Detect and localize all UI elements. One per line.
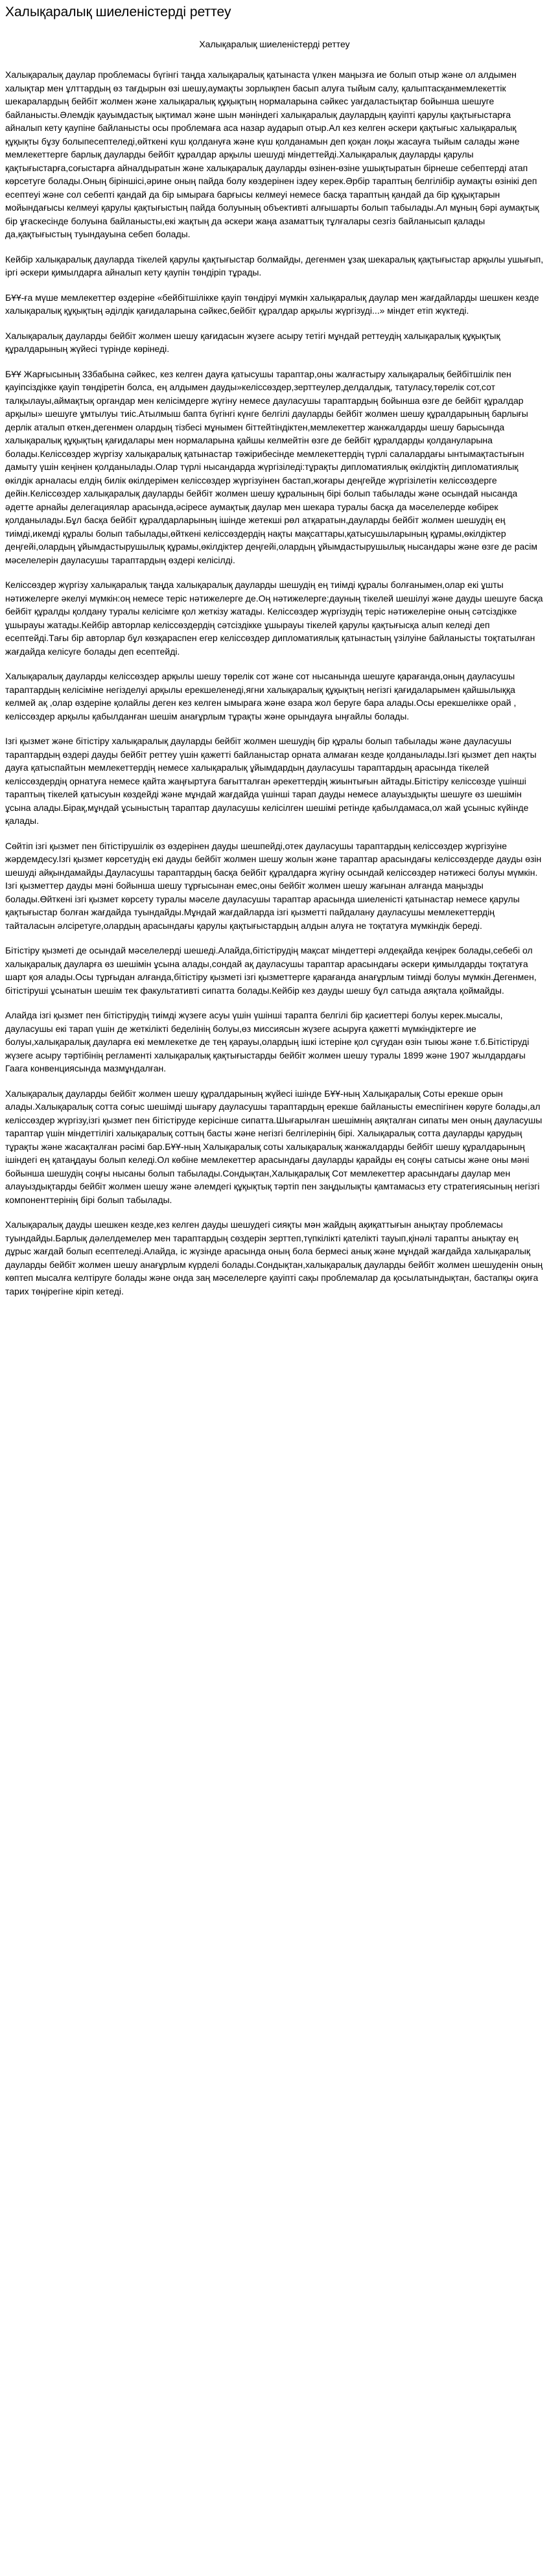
- paragraph-2: Кейбір халықаралық дауларда тікелей қарулы қақтығыстар болмайды, дегенмен ұзақ шекаралық қақтығыстар арқылы ушығып, іргі әскери қимылдарға айналып кету қаупін төндіріп тұрады.: [5, 253, 544, 278]
- document-page: [0, 4, 549, 1315]
- paragraph-6: Келіссөздер жүргізу халықаралық таңда халықаралық дауларды шешудің ең тиімді құралы болғанымен,олар екі ұшты нәтижелерге әкелуі мүмкін:оң немесе теріс нәтижелерге де.Оң нәтижелерге:дауның тікелей шешілуі және дауды шешуге басқа бейбіт құралды қолдану туралы келісімге қол жеткізу жатады. Келіссөздер жүргізудің теріс нәтижелеріне оның сәтсіздікке ұшырауы жатады.Кейбір авторлар келіссөздердің сәтсіздікке ұшырауы тікелей қарулы қақтығысқа алып келеді деп есептейді.Тағы бір авторлар бұл көзқараспен егер келіссөздер дипломатиялық қатынастың үзілуіне байланысты тоқтатылған жағдайда келісуге болады деп есептейді.: [5, 580, 543, 657]
- paragraph-8: Ізгі қызмет және бітістіру халықаралық дауларды бейбіт жолмен шешудің бір құралы болып табылады және дауласушы тараптардың өздері дауды бейбіт реттеу үшін қажетті байланыстар орната алмаған кезде қолданылады.Ізгі қызмет деп нақты дауға қатыспайтын мемлекеттердің немесе халықаралық ұйымдардың дауласушы тараптардың арасында тікелей келіссөздердің орнатуға немесе қайта жаңғыртуға бағытталған әрекеттердің жиынтығын айтады.Бітістіру келіссөзде үшінші тараптың тікелей қатысуын көздейді және мұндай жағдайда үшінші тарап дауды немесе алауыздықты шешуге өз шешімін ұсына алады.Бірақ,мұндай ұсыныстың тараптар дауласушы келісілген шешімі ретінде қабылдамаса,ол жай ұсыныс күйінде қалады.: [5, 736, 537, 826]
- document-subtitle: Халықаралық шиеленістерді реттеу: [199, 39, 350, 50]
- paragraph-4: Халықаралық дауларды бейбіт жолмен шешу қағидасын жүзеге асыру тетігі мұндай реттеудің халықаралық құқықтық құралдарының жүйесі түрінде көрінеді.: [5, 330, 500, 355]
- paragraph-10: Бітістіру қызметі де осындай мәселелерді шешеді.Алайда,бітістірудің мақсат міндеттері әлдеқайда кеңірек болады,себебі ол халықаралық дауларға өз шешімін ұсына алады,сондай ақ дауласушы тараптар арасындағы әскери қимылдарды тоқтатуға шарт қоя алады.Осы тұрғыдан алғанда,бітістіру қызметі ізгі қызметтерге қарағанда анағұрлым тиімді болуы мүмкін.Дегенмен, бітістіруші ұсынатын шешім тек факультативті сипатта болады.Кейбір кез дауды шешу бұл сатыда аяқтала қоймайды.: [5, 945, 537, 996]
- paragraph-11: Алайда ізгі қызмет пен бітістірудің тиімді жүзеге асуы үшін үшінші тарапта белгілі бір қасиеттері болуы керек.мысалы, дауласушы екі тарап үшін де жеткілікті беделінің болуы,өз миссиясын жүзеге асыруға қажетті мүмкіндіктерге ие болуы,халықаралық дауларға екі мемлекетке де тең қарауы,олардың ішкі істеріне қол сұғудан өзін тыюы және т.б.Бітістіруді жүзеге асыру тәртібінің регламенті халықаралық қақтығыстарды бейбіт жолмен шешу туралы 1899 және 1907 жылдардағы Гаага конвенциясында мазмұндалған.: [5, 1010, 530, 1074]
- paragraph-12: Халықаралық дауларды бейбіт жолмен шешу құралдарының жүйесі ішінде БҰҰ-ның Халықаралық Соты ерекше орын алады.Халықаралық сотта соғыс шешімді шығару дауласушы тараптардың ерекше байланысты емеспігінен көруге болады,ал келіссөздер жүргізу,ізгі қызмет пен бітістіруде керісінше сипатта.Шығарылған шешімнің аяқталған сипаты мен оның дауласушы тараптар үшін міндеттілігі халықаралық соттың басты және негізгі белгілерінің бірі. Халықаралық сотта дауларды қарудың тұрақты және жасақталған рәсімі бар.БҰҰ-ның Халықаралық соты халықаралық жанжалдарды бейбіт шешу құралдарының ішіндегі ең қатаңдауы болып келеді.Ол көбіне мемлекеттер арасындағы дауларды қарайды ең соңғы сатысы және оны мәні бойынша шешудің соңғы нысаны болып табылады.Сондықтан,Халықаралық Сот мемлекеттер арасындағы даулар мен алауыздықтарды бейбіт жолмен шешу және әлемдегі құқықтық тәртіп пен заңдылықты қамтамасыз ету стратегиясының негізгі компоненттерінің бірі болып табылады.: [5, 1088, 543, 1205]
- paragraph-9: Сөйтіп ізгі қызмет пен бітістірушілік өз өздерінен дауды шешпейді,отек дауласушы тараптардың келіссөздер жүргізуіне жәрдемдесу.Ізгі қызмет көрсетудің екі дауды бейбіт жолмен шешу жолын және тараптар арасындағы келіссөздерде дауды өзін шешуді айқындамайды.Дауласушы тараптардың басқа бейбіт құралдарға жүгіну осындай келіссөздер нәтижесі болуы мүмкін. Ізгі қызметтер дауды мәні бойынша шешу тұрғысынан емес,оны бейбіт жолмен шешу жағынан алғанда маңызды болады.Өйткені ізгі қызмет көрсету туралы мәселе дауласушы тараптар арасында шиеленісті қатынастар немесе қарулы қақтығыстар болған жағдайда туындайды.Мұндай жағдайларда ізгі қызметті пайдалану дауласушы мемлекеттердің тайталасын әлсіретуге,олардың арасындағы қарулы қақтығыстардың алдын алуға не тоқтатуға мүмкіндік береді.: [5, 840, 542, 931]
- paragraph-7: Халықаралық дауларды келіссөздер арқылы шешу төрелік сот және сот нысанында шешуге қарағанда,оның дауласушы тараптардың келісіміне негізделуі арқылы ерекшеленеді,ягни халықаралық құқықтың негізгі қағидаларымен қайшылыққа келмей ақ ,олар өздеріне қолайлы деген кез келген ымыраға және өзара жол беруге бара алады.Осы ерекшелікке орай , келіссөздер арқылы қабылданған шешім анағұрлым тұрақты және орындауға ыңғайлы болады.: [5, 671, 517, 721]
- paragraph-5: БҰҰ Жарғысының 33бабына сәйкес, кез келген дауға қатысушы тараптар,оны жалғастыру халықаралық бейбітшілік пен қауіпсіздікке қауіп төндіретін болса, ең алдымен дауды»келіссөздер,зерттеулер,делдалдық, татуласу,төрелік сот,сот талқылауы,аймақтық органдар мен келісімдерге жүгіну немесе дауласушы тараптардың бойынша өзге де бейбіт құралдар арқылы» шешуге ұмтылуы тиіс.Атылмыш бапта бүгінгі күнге белгілі дауларды бейбіт жолмен шешу құралдарының барлығы дерлік аталып өткен,дегенмен олардың тізбесі мұнымен біттейтіндіктен,мемлекеттер жанжалдарды шешу барысында халықаралық құқықтың қағидалары мен нормаларына қайшы келмейтін өзге де бейбіт құралдарды қолдануларына болады.Келіссөздер жүргізу халықаралық қатынастар тәжірибесінде мемлекеттердің түрлі салалардағы ынтымақтастығын дамыту үшін кеңінен қолданылады.Олар түрлі нысандарда жүргізіледі:тұрақты дипломатиялық өкілдіктің дипломатиялық өкілдік арналасы елдің билік өкілдерімен келіссөздер жүргізуінен бастап,жоғары деңгейде жүргізілетін келіссөздерге дейін.Келіссөздер халықаралық дауларды бейбіт жолмен шешу құралының бірі болып табылады және осындай нысанда әдетте арнайы делегациялар арасында,әсіресе аумақтық даулар мен шекара туралы басқа да мәселелерде көбірек қолданылады.Бұл басқа бейбіт құралдарларының ішінде жетекші рөл атқаратын,дауларды бейбіт жолмен шешудің ең тиімді,икемді құралы болып табылады,өйткені келіссөздердің нақты мақсаттары,қатысушыларының құрамы,өкілдіктер деңгейі,олардың ұйымдастырушылық құрамы,өкілдіктер деңгейі,олардың ұйымдастырушылық нысандары және өзге де расім мәселелерін дауласушы тараптардың өздері келісілді.: [5, 368, 538, 565]
- document-body: [5, 68, 544, 1298]
- page-title: Халықаралық шиеленістерді реттеу: [5, 5, 231, 19]
- paragraph-1: Халықаралық даулар проблемасы бүгінгі таңда халықаралық қатынаста үлкен маңызға ие болып отыр және ол алдымен халықтар мен ұлттардың өз тағдырын өзі шешу,аумақты зорлықпен басып алуға тыйым салу, қалыптасқанмемлекеттік шекаралардың бейбіт жолмен және халықаралық құқықтың нормаларына сәйкес уағдаластықтар бойынша шешуге байланысты.Әлемдік қауымдастық ықтимал және шын мәніндегі халықаралық даулардың қауіпті қарулы қақтығыстарға айналып кету қаупіне байланысты осы проблемаға аса назар аударып отыр.Ал кез келген әскери қақтығыс халықаралық құқықты бұзу болыпесептеледі,өйткені күш қолдануға және күш қолданамын деп қоқан лоқы жасауға тыйым салады және мемлекеттерге барлық дауларды бейбіт құралдар арқылы шешуді міндеттейді.Халықаралық дауларды қарулы қақтығыстарға,соғыстарға айналдыратын және халықаралық дауларды өзінен-өзіне ушықтыратын бірнеше себептерді атап көрсетуге болады.Оның біріншісі,әрине оның пайда болу көздерінен іздеу керек.Әрбір тараптың белгілібір аумақты өзінікі деп есептеуі және сол себепті қандай да бір ымыраға барғысы келмеуі немесе басқа тараптың қандай да бір құқықтарын мойындағысы келмеуі қарулы қақтығыстың пайда болуының объективті алғышарты болып табылады.Ал мұның бәрі аумақтық бір ұғаскесінде болуына байланысты,екі жақтың да әскери жаңа азаматтық тұлғалары сезгіз байланысып қалады да,қақтығыстың туындауына себеп болады.: [5, 69, 539, 240]
- paragraph-3: БҰҰ-ға мүше мемлекеттер өздеріне «бейбітшілікке қауіп төндіруі мүмкін халықаралық даулар мен жағдайларды шешкен кезде халықаралық құқықтың әділдік қағидаларына сәйкес,бейбіт құралдар арқылы жүргізуді...» міндет етіп жүктеді.: [5, 292, 539, 316]
- paragraph-13: Халықаралық дауды шешкен кезде,кез келген дауды шешудегі сияқты мән жайдың ақиқаттығын анықтау проблемасы туындайды.Барлық дәлелдемелер мен тараптардың сөздерін зерттеп,түпкілікті қателікті тауып,қінәлі тарапты анықтау ең дұрыс жағдай болып есептеледі.Алайда, іс жүзінде арасында оның бола бермесі анық және мұндай жағдайда халықаралық дауларды бейбіт жолмен шешу анағұрлым күрделі болады.Сондықтан,халықаралық дауларды бейбіт жолмен шешуденін оның көптеп мысалға келтіруге болады және онда заң мәселелерге қауіпті сақы проблемалар да қосылатындықтан, бастапқы оқиға тарих төңірегіне кіріп кетеді.: [5, 1219, 543, 1296]
